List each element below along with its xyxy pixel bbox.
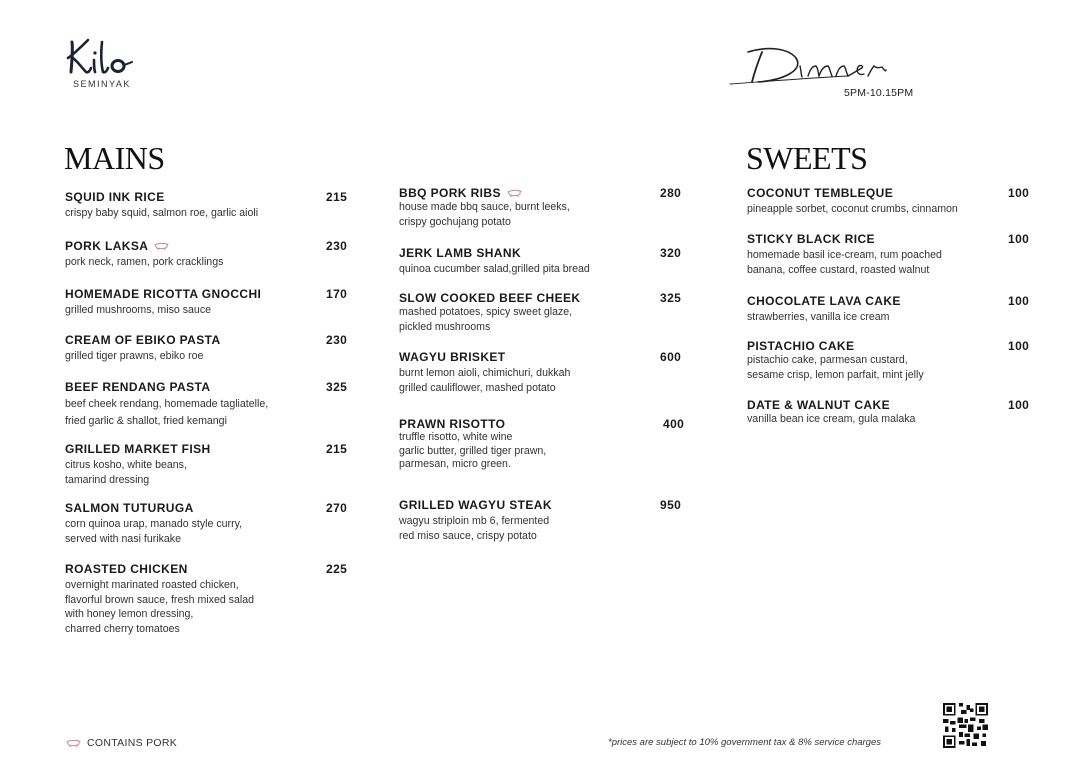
item-name: SLOW COOKED BEEF CHEEK bbox=[399, 291, 581, 305]
item-price: 320 bbox=[660, 246, 682, 260]
item-price: 100 bbox=[1008, 232, 1030, 246]
item-name: WAGYU BRISKET bbox=[399, 350, 506, 364]
section-title-sweets: SWEETS bbox=[746, 140, 868, 176]
item-name: CHOCOLATE LAVA CAKE bbox=[747, 294, 901, 308]
item-price: 325 bbox=[326, 380, 348, 394]
item-price: 950 bbox=[660, 498, 682, 512]
item-price: 100 bbox=[1008, 186, 1030, 200]
menu-item bbox=[747, 398, 1032, 427]
menu-item bbox=[747, 186, 1032, 217]
item-name: BEEF RENDANG PASTA bbox=[65, 380, 211, 394]
item-name: GRILLED WAGYU STEAK bbox=[399, 498, 552, 512]
menu-item bbox=[65, 380, 350, 429]
item-name: PRAWN RISOTTO bbox=[399, 417, 506, 431]
pig-icon bbox=[154, 242, 169, 251]
item-desc: grilled tiger prawns, ebiko roe bbox=[65, 350, 204, 362]
item-desc: pineapple sorbet, coconut crumbs, cinnamon bbox=[747, 203, 958, 215]
item-price: 230 bbox=[326, 333, 348, 347]
item-price: 100 bbox=[1008, 339, 1030, 353]
menu-item bbox=[747, 339, 1032, 382]
item-name: ROASTED CHICKEN bbox=[65, 562, 188, 576]
tax-note: *prices are subject to 10% government tax & 8% service charges bbox=[608, 737, 881, 748]
item-name: CREAM OF EBIKO PASTA bbox=[65, 333, 221, 347]
item-price: 400 bbox=[663, 417, 685, 431]
item-desc: homemade basil ice-cream, rum poached banana, coffee custard, roasted walnut bbox=[747, 249, 942, 276]
item-name: SALMON TUTURUGA bbox=[65, 501, 194, 515]
item-desc: pork neck, ramen, pork cracklings bbox=[65, 256, 224, 268]
item-price: 325 bbox=[660, 291, 682, 305]
item-price: 215 bbox=[326, 190, 348, 204]
item-desc: beef cheek rendang, homemade tagliatelle, fried garlic & shallot, fried kemangi bbox=[65, 398, 269, 427]
pig-icon bbox=[66, 739, 81, 748]
menu-item bbox=[399, 498, 689, 543]
menu-item bbox=[399, 246, 689, 277]
menu-item bbox=[747, 294, 1032, 325]
item-price: 215 bbox=[326, 442, 348, 456]
item-desc: citrus kosho, white beans, tamarind dressing bbox=[65, 459, 187, 486]
menu-item bbox=[65, 562, 350, 636]
section-title-mains: MAINS bbox=[64, 140, 165, 176]
item-name: JERK LAMB SHANK bbox=[399, 246, 522, 260]
menu-item bbox=[747, 232, 1032, 277]
pig-icon bbox=[507, 189, 522, 198]
item-desc: quinoa cucumber salad,grilled pita bread bbox=[399, 263, 590, 275]
item-desc: burnt lemon aioli, chimichuri, dukkah grilled cauliflower, mashed potato bbox=[399, 367, 571, 394]
item-desc: pistachio cake, parmesan custard, sesame crisp, lemon parfait, mint jelly bbox=[747, 354, 924, 381]
menu-item bbox=[399, 350, 689, 395]
menu-item bbox=[65, 442, 350, 487]
item-desc: crispy baby squid, salmon roe, garlic aioli bbox=[65, 207, 259, 219]
item-name: DATE & WALNUT CAKE bbox=[747, 398, 890, 412]
item-price: 270 bbox=[326, 501, 348, 515]
item-name: GRILLED MARKET FISH bbox=[65, 442, 211, 456]
menu-item bbox=[65, 287, 350, 318]
item-price: 100 bbox=[1008, 398, 1030, 412]
item-price: 225 bbox=[326, 562, 348, 576]
legend-label: CONTAINS PORK bbox=[87, 737, 178, 749]
item-name: COCONUT TEMBLEQUE bbox=[747, 186, 894, 200]
item-name: HOMEMADE RICOTTA GNOCCHI bbox=[65, 287, 262, 301]
item-name: STICKY BLACK RICE bbox=[747, 232, 875, 246]
item-price: 600 bbox=[660, 350, 682, 364]
menu-item bbox=[399, 186, 689, 229]
item-name: PISTACHIO CAKE bbox=[747, 339, 855, 353]
item-desc: wagyu striploin mb 6, fermented red miso sauce, crispy potato bbox=[399, 515, 550, 542]
item-price: 100 bbox=[1008, 294, 1030, 308]
opening-hours: 5PM-10.15PM bbox=[844, 87, 914, 99]
menu-item bbox=[65, 190, 350, 221]
item-name: BBQ PORK RIBS bbox=[399, 186, 689, 200]
pork-legend bbox=[66, 737, 177, 749]
menu-item bbox=[65, 333, 350, 364]
item-price: 280 bbox=[660, 186, 682, 200]
item-desc: strawberries, vanilla ice cream bbox=[747, 311, 890, 323]
qr-code-icon[interactable] bbox=[943, 703, 988, 748]
logo bbox=[64, 36, 144, 89]
menu-item bbox=[65, 501, 350, 546]
item-desc: vanilla bean ice cream, gula malaka bbox=[747, 413, 916, 425]
logo-subtitle: SEMINYAK bbox=[73, 79, 131, 89]
menu-item bbox=[399, 417, 689, 472]
item-desc: grilled mushrooms, miso sauce bbox=[65, 304, 212, 316]
item-name: SQUID INK RICE bbox=[65, 190, 165, 204]
menu-item bbox=[399, 291, 689, 334]
item-desc: overnight marinated roasted chicken, flavorful brown sauce, fresh mixed salad with honey lemon dressing, charred cherry tomatoes bbox=[65, 579, 255, 635]
item-desc: truffle risotto, white wine garlic butter, grilled tiger prawn, parmesan, micro green. bbox=[399, 431, 547, 470]
item-desc: mashed potatoes, spicy sweet glaze, pickled mushrooms bbox=[399, 306, 573, 333]
item-price: 170 bbox=[326, 287, 348, 301]
item-desc: corn quinoa urap, manado style curry, served with nasi furikake bbox=[65, 518, 243, 545]
menu-item bbox=[65, 239, 350, 270]
kilo-logo-script bbox=[64, 36, 136, 78]
item-desc: house made bbq sauce, burnt leeks, crispy gochujang potato bbox=[399, 201, 570, 228]
item-price: 230 bbox=[326, 239, 348, 253]
item-name: PORK LAKSA bbox=[65, 239, 350, 253]
